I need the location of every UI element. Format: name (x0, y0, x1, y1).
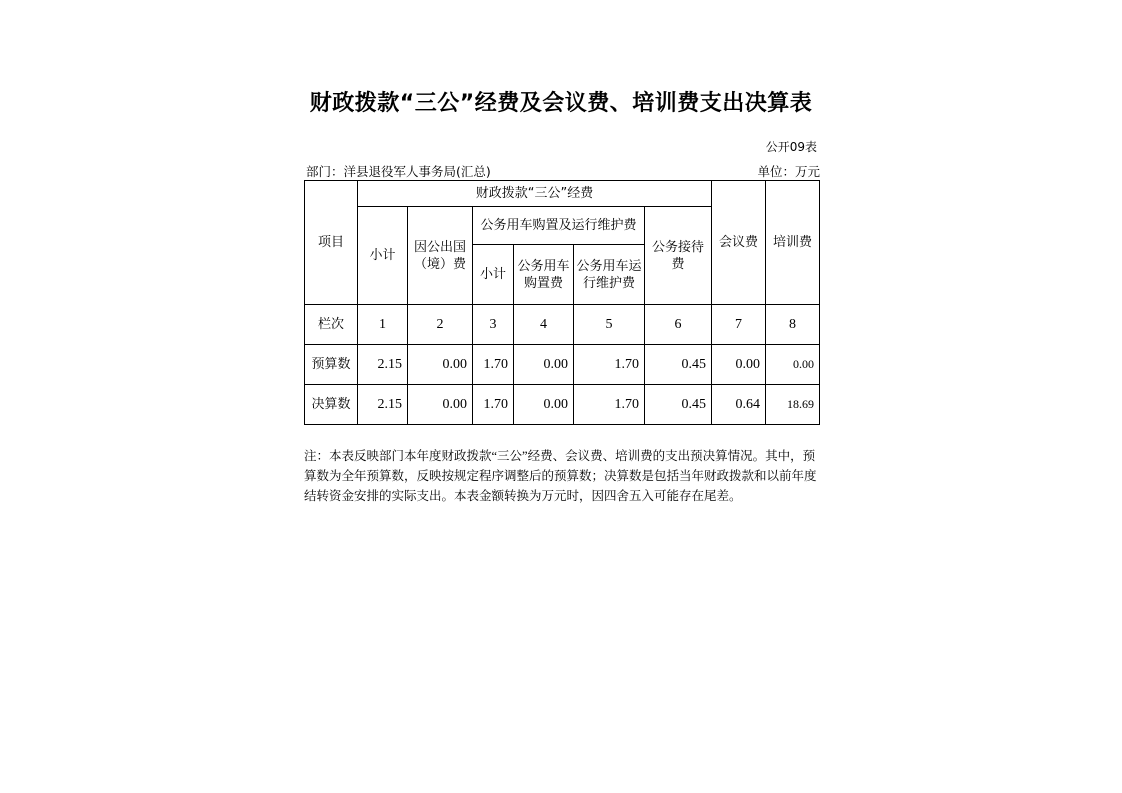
table-cell: 0.45 (645, 385, 712, 425)
table-cell: 1.70 (574, 385, 645, 425)
header-vehicle-group: 公务用车购置及运行维护费 (473, 207, 645, 245)
column-index: 4 (514, 305, 574, 345)
table-cell: 0.00 (514, 385, 574, 425)
header-item: 项目 (305, 181, 358, 305)
table-cell: 1.70 (574, 345, 645, 385)
row-label-actual: 决算数 (305, 385, 358, 425)
row-label-budget: 预算数 (305, 345, 358, 385)
column-index: 6 (645, 305, 712, 345)
table-cell: 0.00 (408, 385, 473, 425)
column-index: 1 (358, 305, 408, 345)
header-reception: 公务接待费 (645, 207, 712, 305)
table-cell: 2.15 (358, 345, 408, 385)
department-label: 部门：洋县退役军人事务局(汇总) (306, 164, 491, 179)
table-cell: 0.64 (712, 385, 766, 425)
column-index-label: 栏次 (305, 305, 358, 345)
header-vehicle-purchase: 公务用车购置费 (514, 245, 574, 305)
expenditure-table (304, 180, 820, 425)
header-training: 培训费 (766, 181, 820, 305)
table-row (305, 385, 820, 425)
table-cell: 0.00 (712, 345, 766, 385)
table-row (305, 345, 820, 385)
form-number: 公开09表 (765, 140, 817, 154)
column-index: 2 (408, 305, 473, 345)
table-cell: 18.69 (766, 385, 820, 425)
header-abroad: 因公出国（境）费 (408, 207, 473, 305)
header-vehicle-operation: 公务用车运行维护费 (574, 245, 645, 305)
header-three-public-group: 财政拨款“三公”经费 (358, 181, 712, 207)
table-cell: 1.70 (473, 385, 514, 425)
table-cell: 1.70 (473, 345, 514, 385)
table-cell: 0.00 (514, 345, 574, 385)
unit-label: 单位：万元 (757, 164, 820, 179)
header-vehicle-subtotal: 小计 (473, 245, 514, 305)
table-cell: 2.15 (358, 385, 408, 425)
column-index: 3 (473, 305, 514, 345)
table-cell: 0.00 (408, 345, 473, 385)
header-meeting: 会议费 (712, 181, 766, 305)
column-index: 5 (574, 305, 645, 345)
table-cell: 0.00 (766, 345, 820, 385)
page-title: 财政拨款“三公”经费及会议费、培训费支出决算表 (309, 91, 813, 116)
table-cell: 0.45 (645, 345, 712, 385)
header-subtotal: 小计 (358, 207, 408, 305)
column-index: 7 (712, 305, 766, 345)
column-index: 8 (766, 305, 820, 345)
table-note: 注：本表反映部门本年度财政拨款“三公”经费、会议费、培训费的支出预决算情况。其中，预算数为全年预算数，反映按规定程序调整后的预算数；决算数是包括当年财政拨款和以前年度结转资金安排的实际支出。本表金额转换为万元时，因四舍五入可能存在尾差。 (304, 449, 817, 503)
